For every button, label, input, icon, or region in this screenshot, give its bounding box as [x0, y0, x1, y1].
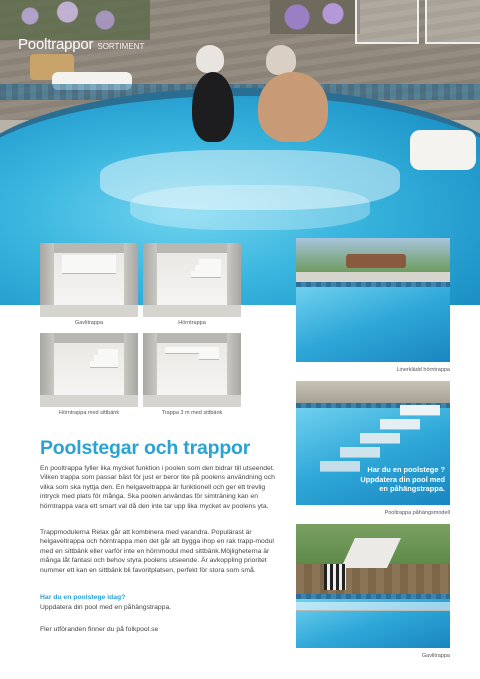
tile-caption: Hörntrappa med sittbänk [58, 410, 120, 416]
tile-trappa-3m [143, 333, 241, 407]
title-text: Pooltrappor [18, 36, 94, 53]
tile-caption: Trappa 3 m med sittbänk [161, 410, 223, 416]
lounge-chair [425, 0, 480, 44]
pillow [410, 130, 476, 170]
question-text: Har du en poolstege idag? [40, 594, 126, 601]
tile-horntrappa-sittbank [40, 333, 138, 407]
promo-line: Uppdatera din pool med [360, 474, 445, 484]
flower-bed [270, 0, 360, 34]
page-title [18, 36, 144, 54]
woman-swimsuit [192, 72, 234, 142]
promo-line: Har du en poolstege ? [367, 465, 445, 474]
footer-link-text: Fler utföranden finner du på folkpool.se [40, 626, 159, 633]
photo-gavlitrappa [296, 524, 450, 648]
article-heading: Poolstegar och trappor [40, 437, 251, 459]
tile-horntrappa [143, 243, 241, 317]
woman-head [196, 45, 224, 73]
tile-caption: Gavlitrappa [74, 320, 104, 326]
promo-text [353, 465, 445, 494]
tile-gavlitrappa [40, 243, 138, 317]
answer-text: Uppdatera din pool med en påhängstrappa. [40, 604, 172, 611]
tile-caption: Hörntrappa [178, 320, 206, 326]
article-paragraph: Trappmodulerna Relax går att kombinera med varandra. Populärast är helgaveltrappa och hörntrappa men det går att bygga ihop en rak trapp-modul med en sittbänk eller varför inte en hörnmodul med sittbänk.Möjligheterna är många låt fantasi och behov styra poolens utseende. Är avkoppling prioritet nummer ett kan en sittbänk bli favoritplatsen, perfekt för stora som små. [40, 529, 274, 574]
article-paragraph: En pooltrappa fyller lika mycket funktion i poolen som den bidrar till utseendet. Vilken trappa som passar bäst för just er beror lite på poolens användning och vilka som ska nyttja den. En helgaveltrappa är funktionell och ger ett trevlig intryck med plats för många. Ska poolen användas för simträning kan en hörntrappa vara ett smart val då den inte tar upp lika mycket av poolens yta. [40, 465, 275, 510]
promo-line: en påhängstrappa. [379, 484, 445, 494]
flower-bed [0, 0, 150, 40]
man-body [258, 72, 328, 142]
lounge-chair [355, 0, 419, 44]
title-subtitle: SORTIMENT [97, 42, 145, 51]
photo-caption: Linerklädd hörntrappa [396, 367, 450, 373]
photo-caption: Pooltrappa påhängsmodell [384, 510, 450, 516]
pool-step [130, 185, 370, 230]
photo-linerkladd-horntrappa [296, 238, 450, 362]
photo-caption: Gavlitrappa [421, 653, 450, 659]
man-head [266, 45, 296, 75]
